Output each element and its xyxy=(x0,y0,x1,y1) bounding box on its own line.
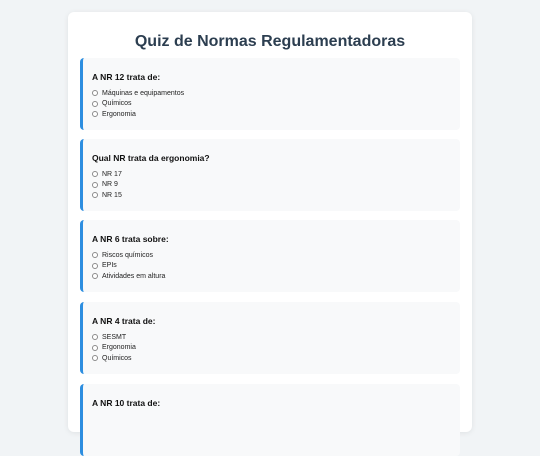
question-text: A NR 6 trata sobre: xyxy=(92,234,169,244)
radio-button[interactable] xyxy=(92,101,98,107)
option-label: Ergonomia xyxy=(102,344,136,351)
answer-option[interactable] xyxy=(92,261,117,271)
answer-option[interactable] xyxy=(92,109,136,119)
page-title: Quiz de Normas Regulamentadoras xyxy=(134,33,406,50)
option-label: Químicos xyxy=(102,100,132,107)
answer-option[interactable] xyxy=(92,99,132,109)
question-card xyxy=(80,139,460,211)
answer-option[interactable] xyxy=(92,353,132,363)
option-label: EPIs xyxy=(102,262,117,269)
question-card xyxy=(80,302,460,374)
radio-button[interactable] xyxy=(92,192,98,198)
question-text: A NR 10 trata de: xyxy=(92,398,161,408)
question-card xyxy=(80,220,460,292)
answer-option[interactable] xyxy=(92,190,122,200)
option-label: SESMT xyxy=(102,333,127,341)
radio-button[interactable] xyxy=(92,355,98,361)
radio-button[interactable] xyxy=(92,345,98,351)
option-label: Riscos químicos xyxy=(102,251,153,259)
option-label: Máquinas e equipamentos xyxy=(102,89,185,97)
answer-option[interactable] xyxy=(92,88,184,98)
answer-option[interactable] xyxy=(92,332,126,342)
answer-option[interactable] xyxy=(92,180,118,190)
quiz-container xyxy=(68,12,472,432)
question-text: Qual NR trata da ergonomia? xyxy=(92,153,210,163)
answer-option[interactable] xyxy=(92,250,153,260)
question-card xyxy=(80,384,460,456)
radio-button[interactable] xyxy=(92,334,98,340)
radio-button[interactable] xyxy=(92,90,98,96)
option-label: Ergonomia xyxy=(102,110,136,118)
radio-button[interactable] xyxy=(92,263,98,269)
answer-option[interactable] xyxy=(92,169,122,179)
answer-option[interactable] xyxy=(92,271,165,281)
radio-button[interactable] xyxy=(92,273,98,279)
answer-option[interactable] xyxy=(92,343,136,353)
radio-button[interactable] xyxy=(92,252,98,258)
question-text: A NR 12 trata de: xyxy=(92,72,161,82)
option-label: NR 15 xyxy=(102,191,122,199)
option-label: Químicos xyxy=(102,354,132,362)
option-label: NR 9 xyxy=(102,181,118,188)
option-label: Atividades em altura xyxy=(102,272,166,280)
radio-button[interactable] xyxy=(92,111,98,117)
radio-button[interactable] xyxy=(92,182,98,188)
question-card xyxy=(80,58,460,130)
option-label: NR 17 xyxy=(102,170,122,178)
question-text: A NR 4 trata de: xyxy=(92,316,156,326)
radio-button[interactable] xyxy=(92,171,98,177)
